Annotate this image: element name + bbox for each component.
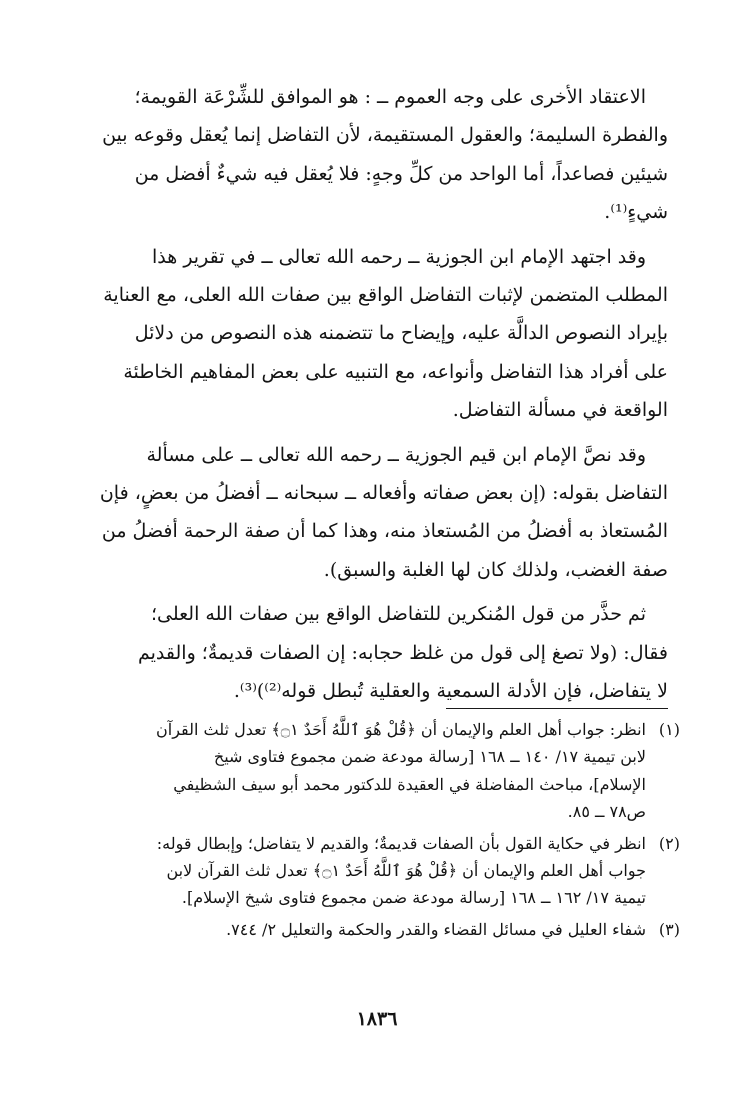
text-line: وقد اجتهد الإمام ابن الجوزية ــ رحمه الله تعالى ــ في تقرير هذا (152, 245, 646, 268)
text-line: الإسلام]، مباحث المفاضلة في العقيدة للدكتور محمد أبو سيف الشظيفي (173, 774, 646, 794)
footnotes (66, 716, 680, 943)
footnote-separator (446, 708, 668, 709)
text-line: تيمية ١٧/ ١٦٢ ــ ١٦٨ [رسالة مودعة ضمن مجموع فتاوى شيخ الإسلام]. (181, 888, 646, 908)
text-line: جواب أهل العلم والإيمان أن ﴿قُلْ هُوَ ٱللَّهُ أَحَدٌ ۝١﴾ تعدل ثلث القرآن لابن (166, 861, 646, 881)
paragraph (88, 78, 668, 232)
paragraph (88, 595, 668, 710)
text-line: بإيراد النصوص الدالَّة عليه، وإيضاح ما تتضمنه هذه النصوص من دلائل (134, 322, 668, 345)
text-line: الاعتقاد الأخرى على وجه العموم ــ : هو الموافق للشِّرْعَة القويمة؛ (134, 86, 646, 108)
text-line: التفاضل بقوله: (إن بعض صفاته وأفعاله ــ سبحانه ــ أفضلُ من بعضٍ، فإن (99, 482, 668, 505)
text-line: لا يتفاضل، فإن الأدلة السمعية والعقلية تُبطل قوله⁽²⁾)⁽³⁾. (233, 680, 668, 703)
footnote-2 (66, 830, 680, 912)
main-text (88, 78, 668, 711)
text-line: شفاء العليل في مسائل القضاء والقدر والحكمة والتعليل ٢/ ٧٤٤. (226, 919, 646, 939)
paragraph (88, 436, 668, 590)
text-line: وقد نصَّ الإمام ابن قيم الجوزية ــ رحمه الله تعالى ــ على مسألة (146, 443, 646, 466)
text-line: لابن تيمية ١٧/ ١٤٠ ــ ١٦٨ [رسالة مودعة ضمن مجموع فتاوى شيخ (213, 747, 646, 767)
text-line: المطلب المتضمن لإثبات التفاضل الواقع بين صفات الله العلى، مع العناية (103, 284, 668, 307)
page-number: ١٨٣٦ (356, 1008, 398, 1030)
text-line: ص٧٨ ــ ٨٥. (567, 802, 646, 822)
text-line: والفطرة السليمة؛ والعقول المستقيمة، لأن التفاضل إنما يُعقل وقوعه بين (102, 124, 668, 147)
footnote-3 (66, 916, 680, 943)
text-line: الواقعة في مسألة التفاضل. (452, 399, 668, 422)
text-line: انظر في حكاية القول بأن الصفات قديمةٌ؛ والقديم لا يتفاضل؛ وإبطال قوله: (156, 833, 646, 853)
text-line: المُستعاذ به أفضلُ من المُستعاذ منه، وهذا كما أن صفة الرحمة أفضلُ من (101, 520, 668, 543)
footnote-number: (٢) (658, 833, 680, 853)
footnote-text (66, 916, 646, 943)
text-line: شيءٍ⁽¹⁾. (604, 201, 668, 224)
text-line: انظر: جواب أهل العلم والإيمان أن ﴿قُلْ هُوَ ٱللَّهُ أَحَدٌ ۝١﴾ تعدل ثلث القرآن (156, 720, 646, 739)
footnote-number: (٣) (658, 919, 680, 939)
footnote-text (66, 830, 646, 912)
text-line: شيئين فصاعداً، أما الواحد من كلِّ وجهٍ: فلا يُعقل فيه شيءٌ أفضل من (134, 162, 668, 185)
paragraph (88, 238, 668, 430)
footnote-1 (66, 716, 680, 826)
text-line: فقال: (ولا تصغ إلى قول من غلظ حجابه: إن الصفات قديمةٌ؛ والقديم (138, 641, 668, 664)
text-line: ثم حذَّر من قول المُنكرين للتفاضل الواقع بين صفات الله العلى؛ (150, 603, 646, 626)
footnote-number: (١) (658, 720, 680, 739)
text-line: على أفراد هذا التفاضل وأنواعه، مع التنبيه على بعض المفاهيم الخاطئة (123, 360, 668, 383)
text-line: صفة الغضب، ولذلك كان لها الغلبة والسبق). (323, 558, 668, 581)
footnote-text (66, 716, 646, 826)
